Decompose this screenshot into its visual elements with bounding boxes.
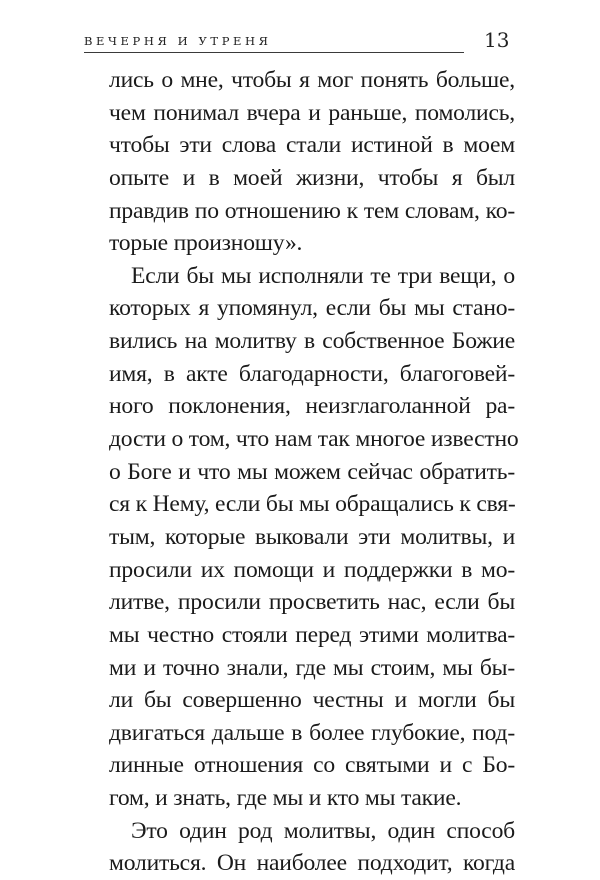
- text-line: линные отношения со святыми и с Бо-: [109, 752, 515, 779]
- text-line: двигаться дальше в более глубокие, под-: [109, 719, 515, 746]
- text-line: имя, в акте благодарности, благоговей-: [109, 360, 515, 387]
- text-line: дости о том, что нам так многое известно: [109, 426, 519, 453]
- text-line: торые произношу».: [109, 230, 303, 257]
- page-number: 13: [484, 28, 510, 52]
- header-rule: [84, 52, 464, 53]
- text-line: просили их помощи и поддержки в мо-: [109, 556, 515, 583]
- text-line: Если бы мы исполняли те три вещи, о: [131, 262, 515, 289]
- text-line: чем понимал вчера и раньше, помолись,: [109, 99, 515, 126]
- text-line: Это один род молитвы, один способ: [131, 817, 515, 844]
- text-line: ли бы совершенно честны и могли бы: [109, 687, 515, 714]
- text-line: лись о мне, чтобы я мог понять больше,: [109, 67, 515, 93]
- text-line: литве, просили просветить нас, если бы: [109, 589, 515, 616]
- running-head: ВЕЧЕРНЯ И УТРЕНЯ: [84, 34, 272, 48]
- text-line: о Боге и что мы можем сейчас обратить-: [109, 458, 515, 485]
- text-line: гом, и знать, где мы и кто мы такие.: [109, 785, 462, 812]
- text-line: чтобы эти слова стали истиной в моем: [109, 132, 515, 159]
- text-line: ми и точно знали, где мы стоим, мы бы-: [109, 654, 515, 681]
- text-line: опыте и в моей жизни, чтобы я был: [109, 164, 515, 191]
- text-line: мы честно стояли перед этими молитва-: [109, 621, 515, 648]
- text-line: ного поклонения, неизглаголанной ра-: [109, 393, 515, 420]
- text-line: тым, которые выковали эти молитвы, и: [109, 523, 515, 550]
- body-text: [109, 64, 519, 880]
- text-line: правдив по отношению к тем словам, ко-: [109, 197, 515, 224]
- text-line: вились на молитву в собственное Божие: [109, 328, 515, 355]
- text-line: ся к Нему, если бы мы обращались к свя-: [109, 491, 516, 518]
- text-line: которых я упомянул, если бы мы стано-: [109, 295, 515, 322]
- text-line: молиться. Он наиболее подходит, когда: [109, 850, 515, 877]
